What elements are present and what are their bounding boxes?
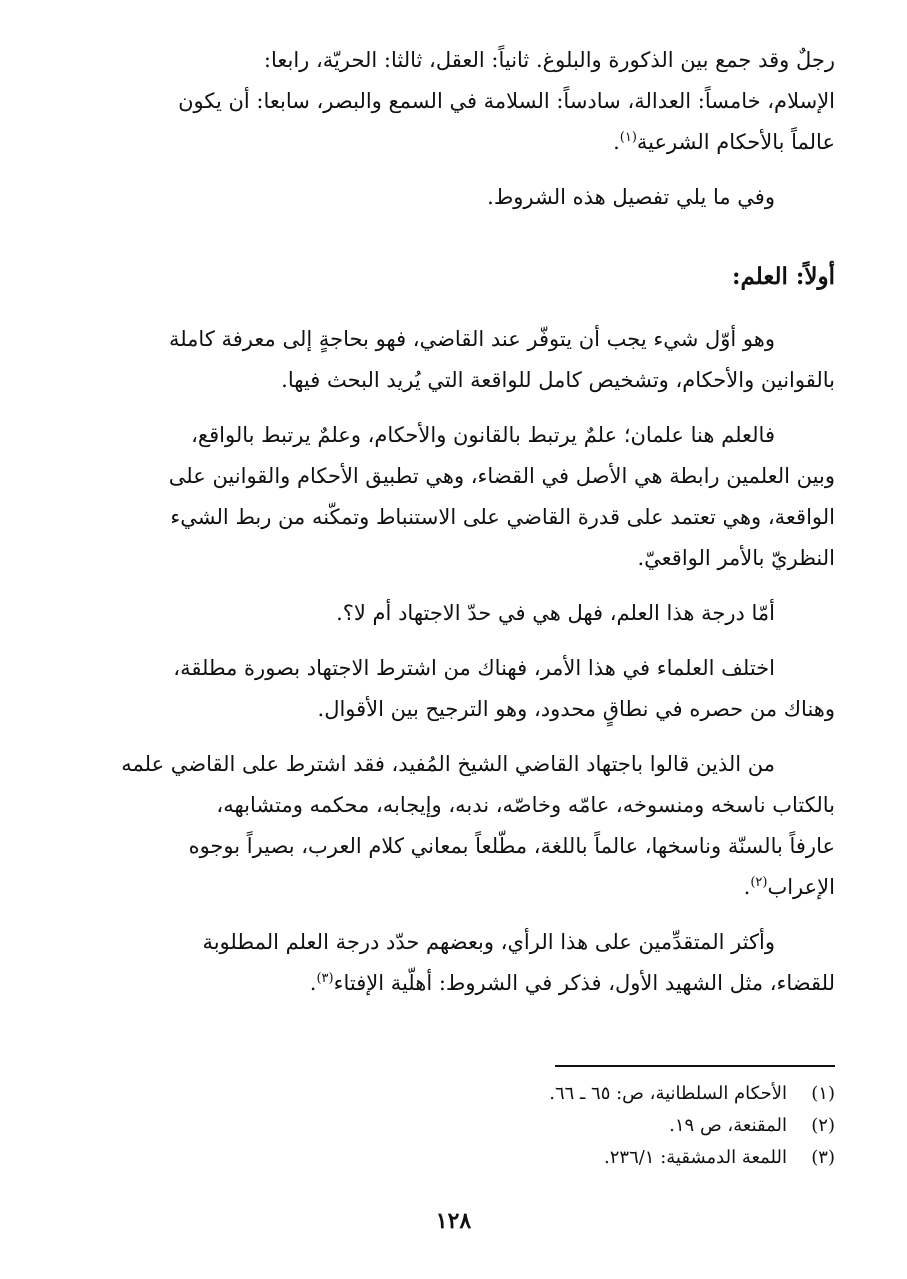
footnote-ref-1: (١)	[619, 130, 637, 145]
paragraph-disagreement	[72, 648, 835, 730]
text-line: وبين العلمين رابطة هي الأصل في القضاء، وهي تطبيق الأحكام والقوانين على	[168, 464, 835, 488]
footnote-ref-2: (٢)	[750, 875, 768, 890]
text-line	[72, 963, 835, 1004]
footnote-ref-3: (٣)	[316, 971, 334, 986]
footnotes	[235, 1078, 835, 1174]
text-line: وهناك من حصره في نطاقٍ محدود، وهو الترجيح بين الأقوال.	[317, 697, 835, 721]
period: .	[613, 130, 620, 154]
text-line: الإسلام، خامساً: العدالة، سادساً: السلامة في السمع والبصر، سابعا: أن يكون	[178, 89, 835, 113]
text-line	[72, 122, 835, 163]
paragraph-predecessors	[72, 922, 835, 1004]
footnote-number: (١)	[811, 1083, 835, 1104]
text-line: رجلٌ وقد جمع بين الذكورة والبلوغ. ثانياً: العقل، ثالثا: الحريّة، رابعا:	[263, 48, 835, 72]
text-line: وأكثر المتقدِّمين على هذا الرأي، وبعضهم حدّد درجة العلم المطلوبة	[202, 930, 775, 954]
paragraph-knowledge	[72, 319, 835, 401]
text-span: الإعراب	[767, 875, 835, 899]
footnote-item	[235, 1110, 835, 1142]
footnote-text: اللمعة الدمشقية: ٢٣٦/١.	[604, 1147, 787, 1168]
period: .	[309, 971, 317, 995]
footnote-item	[235, 1078, 835, 1110]
footnote-number: (٣)	[811, 1147, 835, 1168]
text-line: بالكتاب ناسخه ومنسوخه، عامّه وخاصّه، ندبه، وإيجابه، محكمه ومتشابهه،	[216, 793, 835, 817]
text-line: الواقعة، وهي تعتمد على قدرة القاضي على الاستنباط وتمكّنه من ربط الشيء	[170, 505, 835, 529]
paragraph-question	[72, 593, 835, 634]
text-span: عالماً بالأحكام الشرعية	[636, 130, 835, 154]
text-line	[72, 867, 835, 908]
footnote-text: الأحكام السلطانية، ص: ٦٥ ـ ٦٦.	[549, 1083, 787, 1104]
paragraph-conditions	[72, 40, 835, 163]
footnote-number: (٢)	[811, 1115, 835, 1136]
paragraph-intro	[72, 177, 835, 218]
text-line: من الذين قالوا باجتهاد القاضي الشيخ المُفيد، فقد اشترط على القاضي علمه	[121, 752, 775, 776]
section-heading: أولاً: العلم:	[731, 263, 835, 290]
text-line: عارفاً بالسنّة وناسخها، عالماً باللغة، مطّلعاً بمعاني كلام العرب، بصيراً بوجوه	[188, 834, 835, 858]
text-line: اختلف العلماء في هذا الأمر، فهناك من اشترط الاجتهاد بصورة مطلقة،	[173, 656, 775, 680]
footnote-item	[235, 1142, 835, 1174]
footnote-divider	[555, 1065, 835, 1067]
text-line: أمّا درجة هذا العلم، فهل هي في حدّ الاجتهاد أم لا؟.	[336, 601, 775, 625]
period: .	[743, 875, 751, 899]
paragraph-mufid	[72, 744, 835, 908]
text-span: للقضاء، مثل الشهيد الأول، فذكر في الشروط: أهلّية الإفتاء	[333, 971, 835, 995]
paragraph-two-sciences	[72, 415, 835, 579]
footnote-text: المقنعة، ص ١٩.	[669, 1115, 787, 1136]
text-line: وهو أوّل شيء يجب أن يتوفّر عند القاضي، فهو بحاجةٍ إلى معرفة كاملة	[168, 327, 775, 351]
page-number: ١٢٨	[435, 1208, 472, 1234]
text-line: بالقوانين والأحكام، وتشخيص كامل للواقعة التي يُريد البحث فيها.	[281, 368, 835, 392]
text-line: فالعلم هنا علمان؛ علمٌ يرتبط بالقانون والأحكام، وعلمٌ يرتبط بالواقع،	[191, 423, 775, 447]
text-line: وفي ما يلي تفصيل هذه الشروط.	[487, 185, 775, 209]
text-line: النظريّ بالأمر الواقعيّ.	[637, 546, 835, 570]
